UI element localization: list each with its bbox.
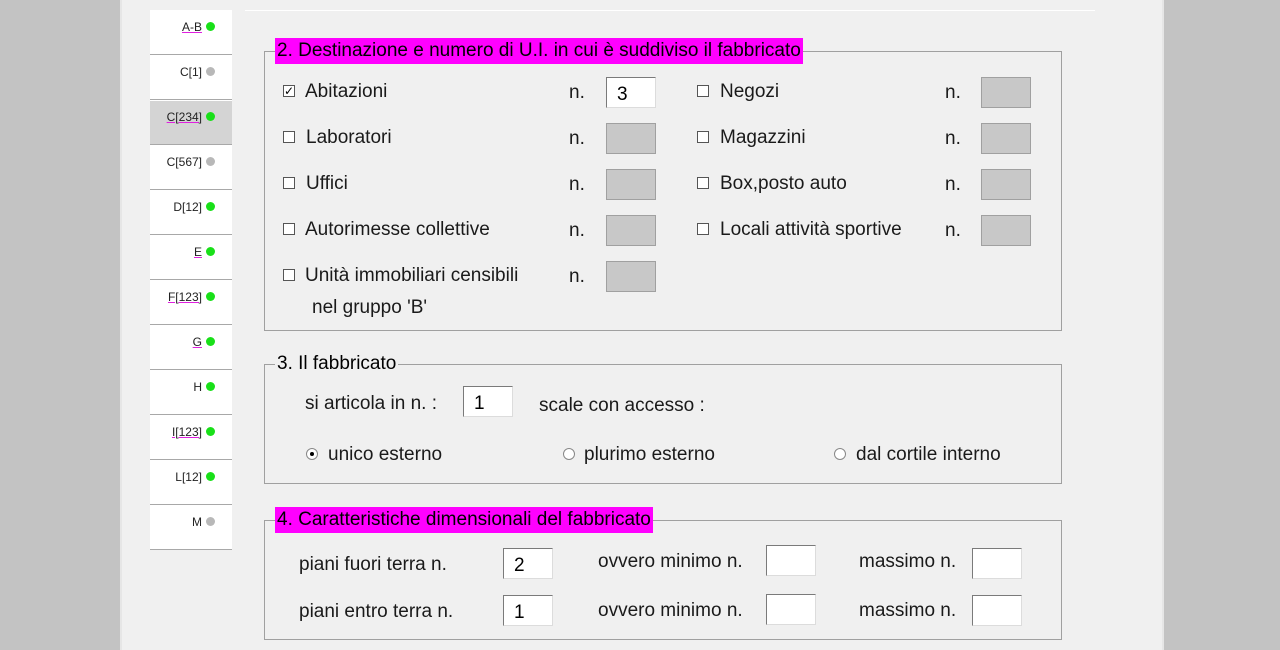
- checkbox-magazzini[interactable]: [697, 131, 709, 143]
- tab-label: A-B: [181, 20, 202, 34]
- checkbox-abitazioni[interactable]: ✓: [284, 84, 295, 98]
- checkbox-negozi[interactable]: [697, 85, 709, 97]
- tab-l12[interactable]: [150, 460, 232, 505]
- uffici-count-input[interactable]: [606, 169, 656, 200]
- massimo-fuori-terra-input[interactable]: [972, 548, 1022, 579]
- massimo-entro-terra-input[interactable]: [972, 595, 1022, 626]
- tab-label: G: [192, 335, 202, 349]
- tab-h[interactable]: [150, 370, 232, 415]
- label-massimo-entro: massimo n.: [859, 600, 957, 621]
- tab-f123[interactable]: [150, 280, 232, 325]
- checkbox-unita-gruppo-b[interactable]: [283, 269, 295, 281]
- magazzini-count-input[interactable]: [981, 123, 1031, 154]
- section-2-title: 2. Destinazione e numero di U.I. in cui è suddiviso il fabbricato: [275, 38, 803, 64]
- section-fabbricato: [264, 353, 1062, 484]
- checkbox-autorimesse[interactable]: [283, 223, 295, 235]
- n-label: n.: [569, 128, 585, 149]
- label-cortile-interno: dal cortile interno: [856, 444, 1001, 465]
- status-dot-icon: [206, 22, 215, 31]
- negozi-count-input[interactable]: [981, 77, 1031, 108]
- n-label: n.: [569, 174, 585, 195]
- tab-c234[interactable]: [150, 100, 232, 145]
- n-label: n.: [569, 220, 585, 241]
- tab-label: M: [192, 515, 202, 529]
- tab-c1[interactable]: [150, 55, 232, 100]
- box-posto-auto-count-input[interactable]: [981, 169, 1031, 200]
- laboratori-count-input[interactable]: [606, 123, 656, 154]
- tab-e[interactable]: [150, 235, 232, 280]
- label-locali-sportive: Locali attività sportive: [720, 219, 902, 240]
- n-label: n.: [945, 174, 961, 195]
- status-dot-icon: [206, 517, 215, 526]
- label-box-posto-auto: Box,posto auto: [720, 173, 847, 194]
- checkbox-laboratori[interactable]: [283, 131, 295, 143]
- checkbox-uffici[interactable]: [283, 177, 295, 189]
- piani-entro-terra-input[interactable]: [503, 595, 553, 626]
- tab-m[interactable]: [150, 505, 232, 550]
- tab-label: C[567]: [166, 155, 202, 169]
- section-4-title: 4. Caratteristiche dimensionali del fabbricato: [275, 507, 653, 533]
- status-dot-icon: [206, 247, 215, 256]
- scale-count-input[interactable]: [463, 386, 513, 417]
- locali-sportive-count-input[interactable]: [981, 215, 1031, 246]
- scale-prefix-label: si articola in n. :: [305, 393, 437, 414]
- minimo-entro-terra-input[interactable]: [766, 594, 816, 625]
- n-label: n.: [945, 128, 961, 149]
- autorimesse-count-input[interactable]: [606, 215, 656, 246]
- label-negozi: Negozi: [720, 81, 780, 102]
- tab-label: H: [193, 380, 202, 394]
- label-unico-esterno: unico esterno: [328, 444, 443, 465]
- tab-label: C[1]: [179, 65, 202, 79]
- label-unita-gruppo-b-line2: nel gruppo 'B': [312, 297, 428, 318]
- label-minimo-fuori: ovvero minimo n.: [598, 551, 743, 572]
- radio-cortile-interno[interactable]: [834, 448, 846, 460]
- label-massimo-fuori: massimo n.: [859, 551, 957, 572]
- tab-c567[interactable]: [150, 145, 232, 190]
- tab-g[interactable]: [150, 325, 232, 370]
- label-autorimesse: Autorimesse collettive: [305, 219, 490, 240]
- tab-label: L[12]: [175, 470, 202, 484]
- tab-label: E: [193, 245, 202, 259]
- tab-label: C[234]: [166, 110, 202, 124]
- abitazioni-count-input[interactable]: [606, 77, 656, 108]
- top-divider: [245, 10, 1095, 11]
- status-dot-icon: [206, 202, 215, 211]
- status-dot-icon: [206, 427, 215, 436]
- tab-i123[interactable]: [150, 415, 232, 460]
- status-dot-icon: [206, 67, 215, 76]
- unita-gruppo-b-count-input[interactable]: [606, 261, 656, 292]
- label-laboratori: Laboratori: [306, 127, 392, 148]
- tab-label: D[12]: [173, 200, 202, 214]
- radio-unico-esterno[interactable]: [306, 448, 318, 460]
- tab-label: I[123]: [171, 425, 202, 439]
- section-3-title: 3. Il fabbricato: [275, 351, 398, 377]
- tab-label: F[123]: [167, 290, 202, 304]
- n-label: n.: [569, 266, 585, 287]
- label-piani-fuori-terra: piani fuori terra n.: [299, 554, 447, 575]
- label-abitazioni: Abitazioni: [305, 81, 388, 102]
- n-label: n.: [945, 82, 961, 103]
- n-label: n.: [569, 82, 585, 103]
- tab-a-b[interactable]: [150, 10, 232, 55]
- label-magazzini: Magazzini: [720, 127, 806, 148]
- label-piani-entro-terra: piani entro terra n.: [299, 601, 454, 622]
- status-dot-icon: [206, 472, 215, 481]
- status-dot-icon: [206, 382, 215, 391]
- label-unita-gruppo-b: Unità immobiliari censibili: [305, 265, 519, 286]
- tab-d12[interactable]: [150, 190, 232, 235]
- label-minimo-entro: ovvero minimo n.: [598, 600, 743, 621]
- status-dot-icon: [206, 337, 215, 346]
- radio-plurimo-esterno[interactable]: [563, 448, 575, 460]
- minimo-fuori-terra-input[interactable]: [766, 545, 816, 576]
- label-uffici: Uffici: [306, 173, 348, 194]
- n-label: n.: [945, 220, 961, 241]
- checkbox-locali-sportive[interactable]: [697, 223, 709, 235]
- section-tab-bar: [150, 10, 232, 550]
- label-plurimo-esterno: plurimo esterno: [584, 444, 715, 465]
- status-dot-icon: [206, 112, 215, 121]
- status-dot-icon: [206, 292, 215, 301]
- scale-suffix-label: scale con accesso :: [539, 395, 705, 416]
- checkbox-box-posto-auto[interactable]: [697, 177, 709, 189]
- status-dot-icon: [206, 157, 215, 166]
- piani-fuori-terra-input[interactable]: [503, 548, 553, 579]
